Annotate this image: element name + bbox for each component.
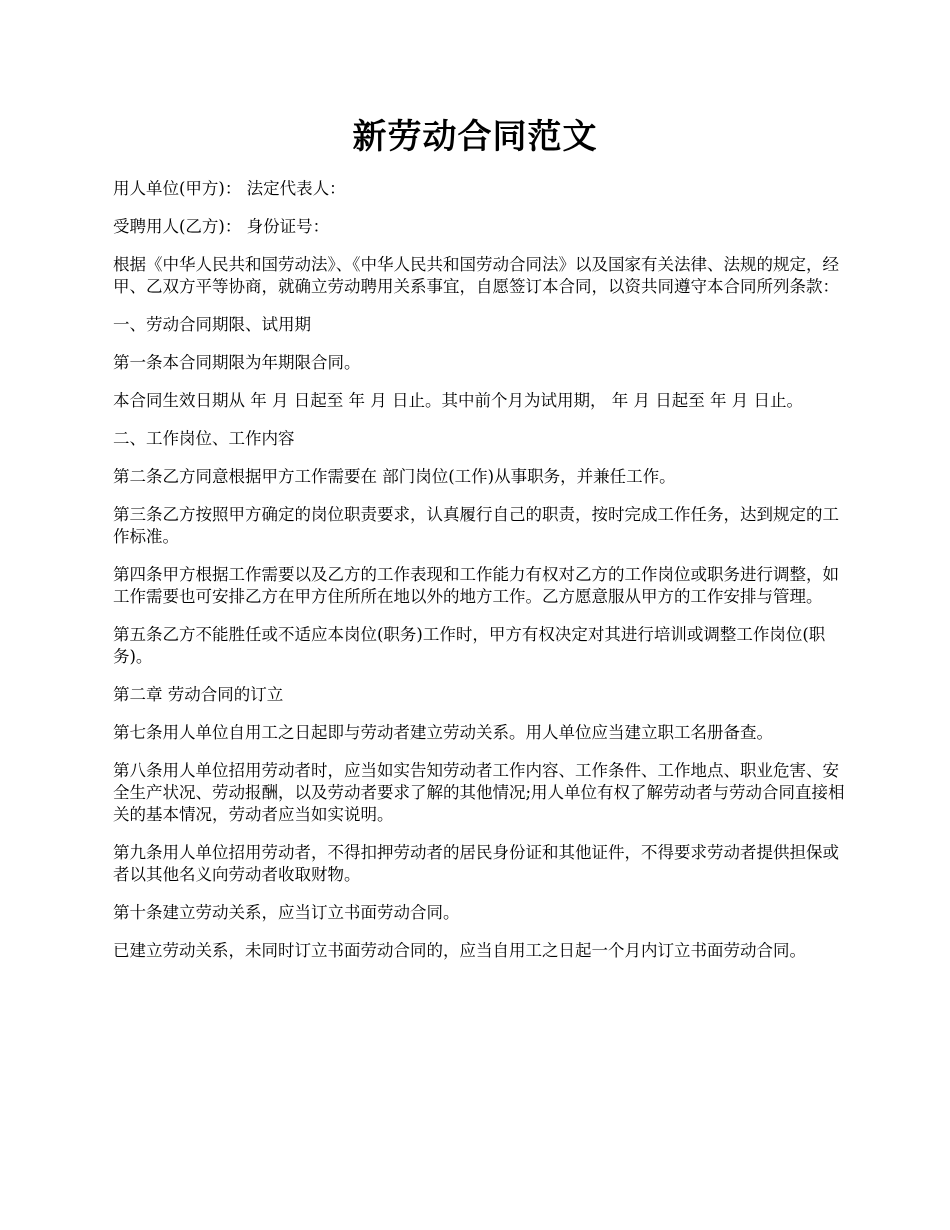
document-title: 新劳动合同范文 bbox=[352, 117, 598, 157]
party-b-line: 受聘用人(乙方)： 身份证号： bbox=[113, 217, 330, 236]
party-a-line: 用人单位(甲方)： 法定代表人： bbox=[113, 179, 346, 198]
clause-paragraph: 第九条用人单位招用劳动者，不得扣押劳动者的居民身份证和其他证件，不得要求劳动者提供担保或者以其他名义向劳动者收取财物。 bbox=[113, 843, 839, 884]
chapter-heading: 第二章 劳动合同的订立 bbox=[113, 685, 284, 704]
clause-paragraph: 本合同生效日期从 年 月 日起至 年 月 日止。其中前个月为试用期， 年 月 日起至 年 月 日止。 bbox=[113, 391, 803, 410]
clause-paragraph: 已建立劳动关系，未同时订立书面劳动合同的，应当自用工之日起一个月内订立书面劳动合同。 bbox=[113, 941, 806, 960]
clause-paragraph: 第四条甲方根据工作需要以及乙方的工作表现和工作能力有权对乙方的工作岗位或职务进行调整，如工作需要也可安排乙方在甲方住所所在地以外的地方工作。乙方愿意服从甲方的工作安排与管理。 bbox=[113, 565, 839, 606]
section-heading: 一、劳动合同期限、试用期 bbox=[113, 315, 311, 334]
clause-paragraph: 第一条本合同期限为年期限合同。 bbox=[113, 353, 361, 372]
section-heading: 二、工作岗位、工作内容 bbox=[113, 429, 295, 448]
clause-paragraph: 第十条建立劳动关系，应当订立书面劳动合同。 bbox=[113, 903, 460, 922]
clause-paragraph: 第三条乙方按照甲方确定的岗位职责要求，认真履行自己的职责，按时完成工作任务，达到规定的工作标准。 bbox=[113, 505, 839, 546]
clause-paragraph: 第七条用人单位自用工之日起即与劳动者建立劳动关系。用人单位应当建立职工名册备查。 bbox=[113, 723, 773, 742]
clause-paragraph: 第五条乙方不能胜任或不适应本岗位(职务)工作时，甲方有权决定对其进行培训或调整工作岗位(职务)。 bbox=[113, 625, 826, 666]
clause-paragraph: 第二条乙方同意根据甲方工作需要在 部门岗位(工作)从事职务，并兼任工作。 bbox=[113, 467, 676, 486]
document-body bbox=[113, 178, 848, 978]
preamble-paragraph: 根据《中华人民共和国劳动法》、《中华人民共和国劳动合同法》以及国家有关法律、法规的规定，经甲、乙双方平等协商，就确立劳动聘用关系事宜，自愿签订本合同，以资共同遵守本合同所列条款： bbox=[113, 255, 839, 296]
clause-paragraph: 第八条用人单位招用劳动者时，应当如实告知劳动者工作内容、工作条件、工作地点、职业危害、安全生产状况、劳动报酬，以及劳动者要求了解的其他情况;用人单位有权了解劳动者与劳动合同直接相关的基本情况，劳动者应当如实说明。 bbox=[113, 761, 845, 824]
